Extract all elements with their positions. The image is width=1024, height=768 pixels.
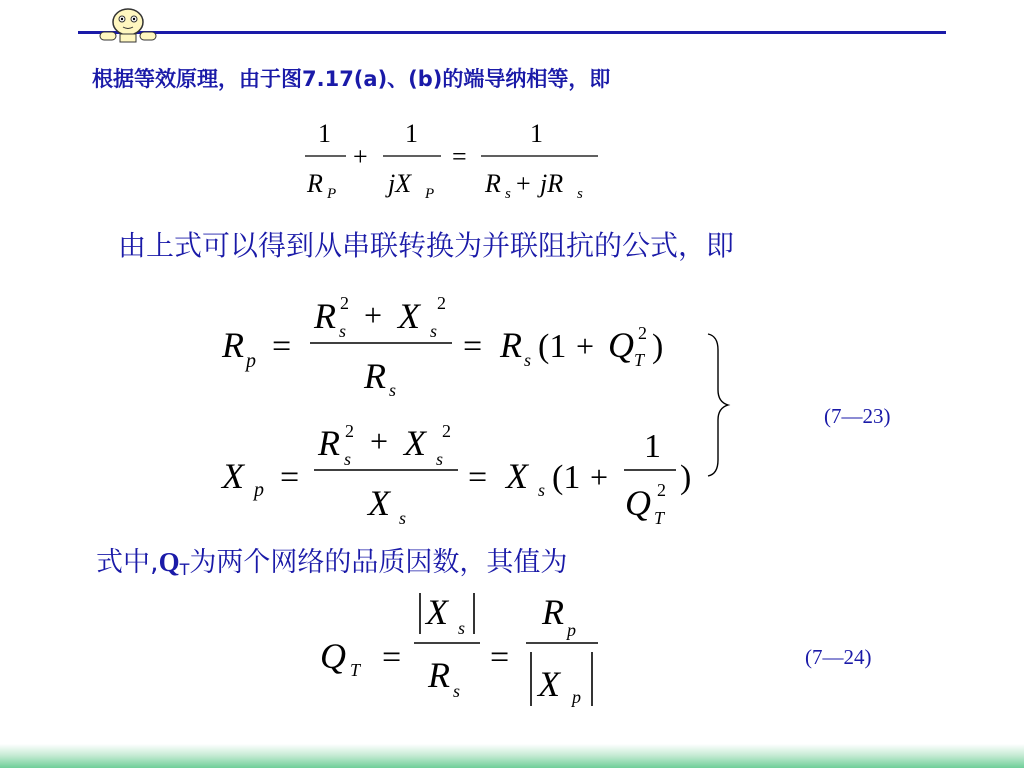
- svg-text:P: P: [327, 186, 337, 202]
- svg-text:2: 2: [345, 421, 354, 441]
- svg-text:R: R: [222, 325, 244, 365]
- svg-text:+: +: [576, 328, 595, 364]
- svg-text:s: s: [430, 321, 438, 341]
- svg-text:=: =: [490, 639, 510, 676]
- svg-text:2: 2: [442, 421, 451, 441]
- svg-text:jR: jR: [540, 169, 564, 198]
- svg-text:X: X: [426, 592, 448, 632]
- svg-text:R: R: [364, 356, 386, 396]
- svg-text:X: X: [222, 456, 244, 496]
- svg-text:s: s: [436, 449, 444, 469]
- footer-gradient-bar: [0, 744, 1024, 768]
- svg-text:=: =: [468, 459, 488, 496]
- svg-text:X: X: [404, 423, 426, 463]
- svg-text:R: R: [500, 325, 522, 365]
- qt-prefix: 式中,: [96, 547, 159, 578]
- svg-text:Q: Q: [608, 325, 634, 365]
- svg-text:2: 2: [340, 293, 349, 313]
- svg-text:jX: jX: [388, 169, 412, 198]
- svg-text:=: =: [382, 639, 402, 676]
- svg-text:s: s: [344, 449, 352, 469]
- svg-text:X: X: [538, 664, 560, 704]
- svg-text:T: T: [350, 660, 361, 680]
- svg-text:p: p: [254, 479, 264, 501]
- svg-text:Q: Q: [320, 636, 346, 676]
- svg-text:s: s: [524, 350, 532, 370]
- svg-text:T: T: [654, 508, 665, 528]
- equation-rp: [221, 293, 663, 400]
- svg-text:=: =: [272, 328, 292, 365]
- svg-text:T: T: [634, 350, 645, 370]
- svg-text:p: p: [567, 620, 576, 640]
- svg-text:X: X: [368, 483, 390, 523]
- svg-text:+: +: [370, 423, 389, 459]
- svg-text:s: s: [577, 186, 583, 202]
- svg-text:R: R: [428, 655, 450, 695]
- equation-number-7-23: (7—23): [824, 404, 891, 428]
- equation-qt: [320, 592, 598, 707]
- svg-text:(1: (1: [552, 459, 581, 496]
- svg-text:2: 2: [638, 323, 647, 343]
- intro-text: 由上式可以得到从串联转换为并联阻抗的公式，即: [118, 229, 735, 262]
- svg-text:+: +: [364, 297, 383, 333]
- right-brace: [708, 334, 728, 476]
- qt-suffix: 为两个网络的品质因数，其值为: [189, 547, 568, 578]
- equation-number-7-24: (7—24): [805, 645, 872, 669]
- svg-text:): ): [680, 459, 692, 496]
- svg-text:R: R: [307, 169, 323, 198]
- svg-text:X: X: [506, 456, 528, 496]
- svg-text:1: 1: [405, 119, 418, 148]
- svg-text:s: s: [458, 618, 466, 638]
- svg-text:2: 2: [437, 293, 446, 313]
- svg-text:): ): [652, 328, 664, 365]
- svg-text:X: X: [398, 296, 420, 336]
- svg-text:P: P: [425, 186, 435, 202]
- svg-text:p: p: [246, 350, 256, 372]
- svg-text:s: s: [399, 508, 407, 528]
- svg-text:p: p: [572, 687, 581, 707]
- svg-text:s: s: [505, 186, 511, 202]
- svg-text:=: =: [463, 328, 483, 365]
- svg-text:(1: (1: [538, 328, 567, 365]
- svg-text:R: R: [314, 296, 336, 336]
- svg-text:s: s: [339, 321, 347, 341]
- svg-text:1: 1: [318, 119, 331, 148]
- svg-text:R: R: [542, 592, 564, 632]
- heading-text: 根据等效原理，由于图7.17(a)、(b)的端导纳相等，即: [92, 67, 611, 91]
- qt-subscript: T: [179, 560, 190, 579]
- equation-admittance: [305, 119, 598, 202]
- qt-symbol: Q: [158, 547, 180, 577]
- svg-text:1: 1: [530, 119, 543, 148]
- svg-text:+: +: [353, 142, 368, 171]
- svg-text:=: =: [452, 142, 467, 171]
- svg-text:s: s: [538, 480, 546, 500]
- svg-text:R: R: [485, 169, 501, 198]
- equation-xp: [220, 421, 691, 528]
- svg-text:s: s: [453, 681, 461, 701]
- svg-text:R: R: [318, 423, 340, 463]
- svg-text:+: +: [590, 459, 609, 495]
- svg-text:2: 2: [657, 480, 666, 500]
- svg-text:+: +: [516, 169, 531, 198]
- svg-text:Q: Q: [625, 483, 651, 523]
- svg-text:s: s: [389, 380, 397, 400]
- svg-text:1: 1: [644, 428, 661, 465]
- svg-text:=: =: [280, 459, 300, 496]
